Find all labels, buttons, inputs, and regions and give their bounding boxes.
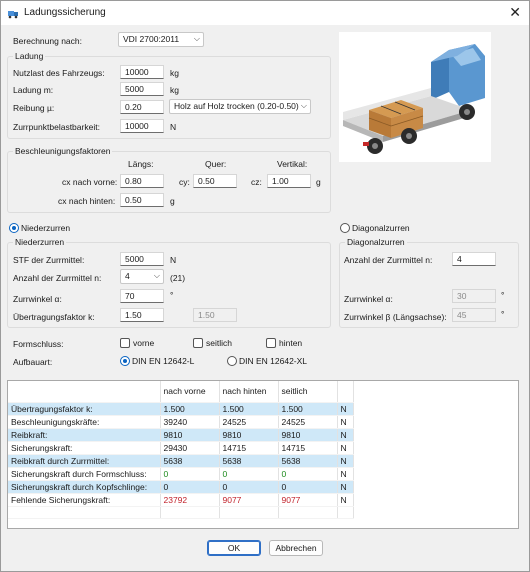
unit-cell: N bbox=[337, 467, 353, 480]
anzahl-value: 4 bbox=[125, 271, 130, 281]
stf-unit: N bbox=[170, 255, 177, 265]
cx-hinten-field[interactable]: 0.50 bbox=[120, 193, 164, 207]
value-cell: 9077 bbox=[219, 493, 278, 506]
formschluss-hinten-checkbox[interactable] bbox=[266, 338, 276, 348]
zurrpunkt-label: Zurrpunktbelastbarkeit: bbox=[13, 122, 100, 132]
header-cell: nach vorne bbox=[160, 381, 219, 402]
table-header-row bbox=[8, 381, 353, 402]
value-cell: 0 bbox=[160, 467, 219, 480]
row-label: Sicherungskraft: bbox=[8, 441, 160, 454]
cy-field[interactable]: 0.50 bbox=[193, 174, 237, 188]
chevron-down-icon: ⌵ bbox=[153, 271, 160, 280]
cx-hinten-label: cx nach hinten: bbox=[58, 196, 116, 206]
laengs-header: Längs: bbox=[128, 159, 154, 169]
anzahl-extra: (21) bbox=[170, 273, 186, 283]
diag-winkel-a-label: Zurrwinkel α: bbox=[344, 294, 393, 304]
value-cell: 39240 bbox=[160, 415, 219, 428]
value-cell: 24525 bbox=[278, 415, 337, 428]
zurrpunkt-field[interactable]: 10000 bbox=[120, 119, 164, 133]
diagonalzurren-title: Diagonalzurren bbox=[347, 237, 405, 247]
table-row bbox=[8, 415, 353, 428]
uebertragung-label: Übertragungsfaktor k: bbox=[13, 312, 95, 322]
uebertragung-readonly: 1.50 bbox=[193, 308, 237, 322]
zurrwinkel-unit: ° bbox=[170, 290, 174, 300]
aufbauart-xl-label[interactable]: DIN EN 12642-XL bbox=[239, 356, 308, 366]
table-row bbox=[8, 428, 353, 441]
beschleunigung-title: Beschleunigungsfaktoren bbox=[15, 146, 111, 156]
row-label: Reibkraft durch Zurrmittel: bbox=[8, 454, 160, 467]
value-cell: 0 bbox=[278, 467, 337, 480]
aufbauart-label: Aufbauart: bbox=[13, 357, 53, 367]
value-cell: 0 bbox=[219, 467, 278, 480]
cx-vorne-field[interactable]: 0.80 bbox=[120, 174, 164, 188]
anzahl-label: Anzahl der Zurrmittel n: bbox=[13, 273, 102, 283]
nutzlast-unit: kg bbox=[170, 68, 179, 78]
niederzurren-title: Niederzurren bbox=[15, 237, 65, 247]
cz-field[interactable]: 1.00 bbox=[267, 174, 311, 188]
unit-cell: N bbox=[337, 402, 353, 415]
ladung-m-label: Ladung m: bbox=[13, 85, 54, 95]
cx-vorne-label: cx nach vorne: bbox=[62, 177, 118, 187]
cz-label: cz: bbox=[251, 177, 262, 187]
uebertragung-field[interactable]: 1.50 bbox=[120, 308, 164, 322]
formschluss-seitlich-label[interactable]: seitlich bbox=[206, 338, 232, 348]
diag-winkel-b-unit: ° bbox=[501, 309, 505, 319]
value-cell: 0 bbox=[219, 480, 278, 493]
formschluss-label: Formschluss: bbox=[13, 339, 64, 349]
aufbauart-l-label[interactable]: DIN EN 12642-L bbox=[132, 356, 195, 366]
header-cell: nach hinten bbox=[219, 381, 278, 402]
window-title: Ladungssicherung bbox=[24, 7, 106, 18]
ladung-m-unit: kg bbox=[170, 85, 179, 95]
value-cell: 29430 bbox=[160, 441, 219, 454]
diag-winkel-a-field: 30 bbox=[452, 289, 496, 303]
value-cell: 23792 bbox=[160, 493, 219, 506]
value-cell: 14715 bbox=[219, 441, 278, 454]
zurrwinkel-field[interactable]: 70 bbox=[120, 289, 164, 303]
close-icon[interactable]: ✕ bbox=[509, 4, 521, 20]
formschluss-vorne-checkbox[interactable] bbox=[120, 338, 130, 348]
truck-icon bbox=[339, 32, 491, 162]
value-cell: 1.500 bbox=[278, 402, 337, 415]
unit-cell: N bbox=[337, 441, 353, 454]
formschluss-hinten-label[interactable]: hinten bbox=[279, 338, 303, 348]
anzahl-select[interactable] bbox=[120, 269, 164, 284]
cancel-button[interactable]: Abbrechen bbox=[269, 540, 323, 556]
value-cell: 5638 bbox=[219, 454, 278, 467]
berechnung-select[interactable] bbox=[118, 32, 204, 47]
chevron-down-icon: ⌵ bbox=[300, 101, 307, 110]
niederzurren-radio-label[interactable]: Niederzurren bbox=[21, 223, 71, 233]
aufbauart-l-radio[interactable] bbox=[120, 356, 130, 366]
unit-cell: N bbox=[337, 454, 353, 467]
row-label: Übertragungsfaktor k: bbox=[8, 402, 160, 415]
diag-winkel-a-unit: ° bbox=[501, 290, 505, 300]
results-table bbox=[7, 380, 519, 529]
value-cell: 9810 bbox=[160, 428, 219, 441]
chevron-down-icon: ⌵ bbox=[193, 34, 200, 43]
table-row bbox=[8, 493, 353, 506]
ladung-m-field[interactable]: 5000 bbox=[120, 82, 164, 96]
cy-label: cy: bbox=[179, 177, 190, 187]
aufbauart-xl-radio[interactable] bbox=[227, 356, 237, 366]
reibung-material-select[interactable] bbox=[169, 99, 311, 114]
value-cell: 9077 bbox=[278, 493, 337, 506]
table-row-empty bbox=[8, 506, 353, 518]
value-cell: 9810 bbox=[278, 428, 337, 441]
reibung-material-value: Holz auf Holz trocken (0.20-0.50) bbox=[174, 101, 299, 111]
reibung-label: Reibung µ: bbox=[13, 103, 55, 113]
diagonalzurren-radio-label[interactable]: Diagonalzurren bbox=[352, 223, 410, 233]
table-row bbox=[8, 454, 353, 467]
row-label: Sicherungskraft durch Kopfschlinge: bbox=[8, 480, 160, 493]
formschluss-vorne-label[interactable]: vorne bbox=[133, 338, 155, 348]
unit-cell: N bbox=[337, 493, 353, 506]
value-cell: 0 bbox=[278, 480, 337, 493]
zurrwinkel-label: Zurrwinkel α: bbox=[13, 294, 62, 304]
quer-header: Quer: bbox=[205, 159, 227, 169]
value-cell: 1.500 bbox=[219, 402, 278, 415]
unit-cell: N bbox=[337, 415, 353, 428]
formschluss-seitlich-checkbox[interactable] bbox=[193, 338, 203, 348]
berechnung-value: VDI 2700:2011 bbox=[123, 34, 180, 44]
row-label: Reibkraft: bbox=[8, 428, 160, 441]
ladung-title: Ladung bbox=[15, 51, 44, 61]
nutzlast-field[interactable]: 10000 bbox=[120, 65, 164, 79]
reibung-field[interactable]: 0.20 bbox=[120, 100, 164, 114]
table-row bbox=[8, 402, 353, 415]
value-cell: 0 bbox=[160, 480, 219, 493]
row-label: Sicherungskraft durch Formschluss: bbox=[8, 467, 160, 480]
unit-cell: N bbox=[337, 428, 353, 441]
value-cell: 9810 bbox=[219, 428, 278, 441]
diagonalzurren-radio[interactable] bbox=[340, 223, 350, 233]
niederzurren-radio[interactable] bbox=[9, 223, 19, 233]
title-bar bbox=[1, 1, 529, 25]
header-cell bbox=[8, 381, 160, 402]
cx-hinten-unit: g bbox=[170, 196, 175, 206]
table-row bbox=[8, 480, 353, 493]
diag-winkel-b-field: 45 bbox=[452, 308, 496, 322]
zurrpunkt-unit: N bbox=[170, 122, 177, 132]
value-cell: 14715 bbox=[278, 441, 337, 454]
cz-unit: g bbox=[316, 177, 321, 187]
nutzlast-label: Nutzlast des Fahrzeugs: bbox=[13, 68, 105, 78]
stf-label: STF der Zurrmittel: bbox=[13, 255, 85, 265]
row-label: Fehlende Sicherungskraft: bbox=[8, 493, 160, 506]
table-row bbox=[8, 467, 353, 480]
stf-field[interactable]: 5000 bbox=[120, 252, 164, 266]
value-cell: 5638 bbox=[278, 454, 337, 467]
header-cell bbox=[337, 381, 353, 402]
diag-winkel-b-label: Zurrwinkel β (Längsachse): bbox=[344, 312, 447, 322]
ok-button[interactable]: OK bbox=[207, 540, 261, 556]
diag-anzahl-field[interactable]: 4 bbox=[452, 252, 496, 266]
header-cell: seitlich bbox=[278, 381, 337, 402]
table-row bbox=[8, 441, 353, 454]
row-label: Beschleunigungskräfte: bbox=[8, 415, 160, 428]
unit-cell: N bbox=[337, 480, 353, 493]
value-cell: 5638 bbox=[160, 454, 219, 467]
truck-illustration bbox=[339, 32, 491, 162]
diag-anzahl-label: Anzahl der Zurrmittel n: bbox=[344, 255, 433, 265]
vertikal-header: Vertikal: bbox=[277, 159, 308, 169]
value-cell: 24525 bbox=[219, 415, 278, 428]
app-icon bbox=[7, 7, 19, 19]
value-cell: 1.500 bbox=[160, 402, 219, 415]
berechnung-label: Berechnung nach: bbox=[13, 36, 82, 46]
